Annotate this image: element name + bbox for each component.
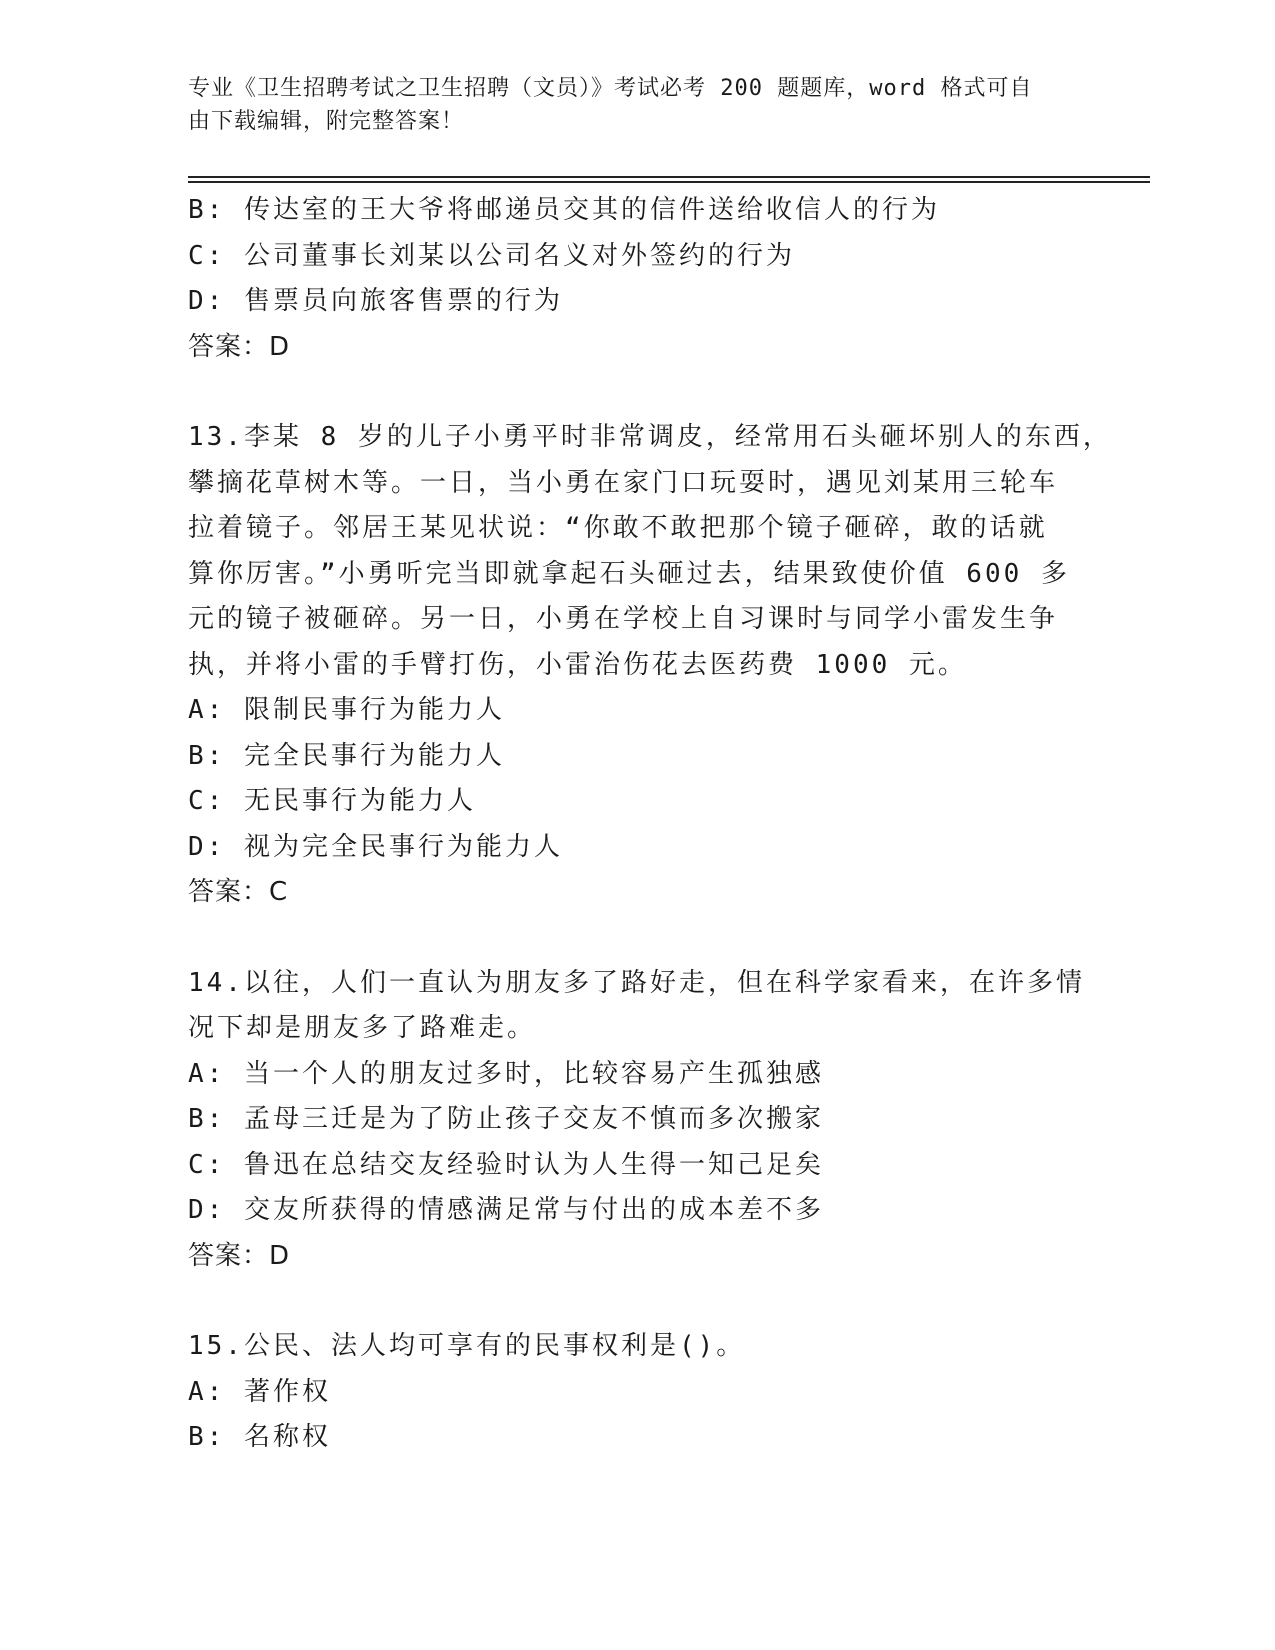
header-line-1: 专业《卫生招聘考试之卫生招聘（文员）》考试必考 200 题题库，word 格式可自: [188, 76, 1033, 101]
question-text-line: 执，并将小雷的手臂打伤，小雷治伤花去医药费 1000 元。: [188, 649, 967, 680]
option-c: C: 无民事行为能力人: [188, 786, 476, 816]
spacer: [188, 916, 1088, 961]
option-c: C: 鲁迅在总结交友经验时认为人生得一知己足矣: [188, 1149, 824, 1180]
answer-line: 答案：C: [188, 877, 289, 907]
header-divider-bottom: [188, 181, 1150, 183]
option-a: A: 著作权: [188, 1376, 331, 1407]
question-text-line: 14.以往，人们一直认为朋友多了路好走，但在科学家看来，在许多情: [188, 967, 1085, 998]
spacer: [188, 1279, 1088, 1324]
question-14: [188, 961, 1088, 1280]
question-text-line: 拉着镜子。邻居王某见状说：“你敢不敢把那个镜子砸碎，敢的话就: [188, 513, 1048, 543]
question-text-line: 元的镜子被砸碎。另一日，小勇在学校上自习课时与同学小雷发生争: [188, 604, 1059, 634]
question-list: [188, 188, 1112, 1461]
question-text-line: 15.公民、法人均可享有的民事权利是()。: [188, 1331, 746, 1361]
option-b: B: 名称权: [188, 1422, 331, 1452]
question-15: [188, 1324, 1088, 1461]
question-12: [188, 188, 1088, 370]
option-b: B: 传达室的王大爷将邮递员交其的信件送给收信人的行为: [188, 195, 940, 225]
option-b: B: 孟母三迁是为了防止孩子交友不慎而多次搬家: [188, 1104, 824, 1134]
option-c: C: 公司董事长刘某以公司名义对外签约的行为: [188, 240, 795, 271]
question-text-line: 况下却是朋友多了路难走。: [188, 1013, 537, 1043]
option-d: D: 交友所获得的情感满足常与付出的成本差不多: [188, 1195, 824, 1225]
answer-line: 答案：D: [188, 1240, 291, 1271]
header-line-2: 由下载编辑，附完整答案！: [188, 109, 465, 134]
answer-line: 答案：D: [188, 331, 291, 362]
spacer: [188, 370, 1088, 415]
option-d: D: 售票员向旅客售票的行为: [188, 286, 563, 316]
option-a: A: 当一个人的朋友过多时，比较容易产生孤独感: [188, 1058, 824, 1089]
question-text-line: 13.李某 8 岁的儿子小勇平时非常调皮，经常用石头砸坏别人的东西，: [188, 422, 1112, 452]
question-13: [188, 415, 1112, 916]
header-divider-top: [188, 176, 1150, 178]
question-text-line: 攀摘花草树木等。一日，当小勇在家门口玩耍时，遇见刘某用三轮车: [188, 467, 1059, 498]
option-d: D: 视为完全民事行为能力人: [188, 831, 563, 862]
document-header: [188, 72, 1068, 138]
question-text-line: 算你厉害。”小勇听完当即就拿起石头砸过去，结果致使价值 600 多: [188, 558, 1070, 589]
option-a: A: 限制民事行为能力人: [188, 695, 505, 725]
option-b: B: 完全民事行为能力人: [188, 740, 505, 771]
